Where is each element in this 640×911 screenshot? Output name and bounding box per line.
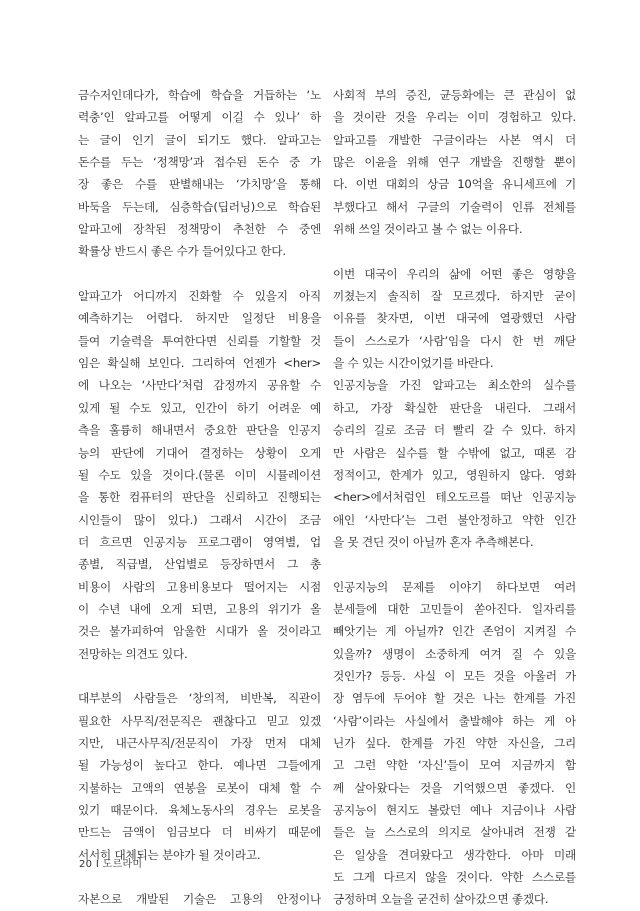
text-line: 도 그게 다르지 않을 것이다. 약한 스스로를	[333, 870, 576, 885]
text-line: 있기 때문이다. 육체노동사의 경우는 로봇을	[78, 803, 321, 817]
text-line: 종별, 직급별, 산업별로 등장하면서 그 총	[78, 557, 321, 572]
text-line: 전망하는 의견도 있다.	[78, 646, 188, 661]
text-line: 이번 대국이 우리의 삶에 어떤 좋은 영향을	[333, 266, 576, 281]
text-line: 알파고에 장착된 정책망이 추천한 수 중엔	[78, 222, 321, 237]
left-paragraph	[78, 84, 321, 263]
text-line: 예측하기는 어렵다. 하지만 일정단 비용을	[78, 311, 321, 326]
text-line: 시인들이 많이 있다.) 그래서 시간이 조금	[78, 512, 321, 527]
right-column	[333, 84, 576, 911]
text-line: 부했다고 해서 구글의 기술력이 인류 전체를	[333, 199, 576, 214]
text-line: 될 수도 있을 것이다.(물론 이미 시뮬레이션	[78, 467, 321, 482]
text-line: 다. 이번 대회의 상금 10억을 유니세프에 기	[333, 177, 576, 192]
text-line: 자본으로 개발된 기술은 고용의 안정이나	[78, 892, 321, 907]
text-line: 공지능이 현지도 볼랐던 예나 지금이나 사람	[333, 803, 576, 817]
text-line: 을 못 견딘 것이 아닐까 혼자 추측해본다.	[333, 534, 534, 549]
text-line: 을 통한 컴퓨터의 판단을 신뢰하고 진행되는	[78, 490, 321, 505]
text-line: 정적이고, 한계가 있고, 영원하지 않다. 영화	[333, 467, 576, 482]
text-line: 더 흐르면 인공지능 프로그램이 영역별, 업	[78, 534, 321, 549]
text-line: 능의 판단에 기대어 결정하는 상황이 오게	[78, 445, 321, 460]
text-line: 있게 될 수도 있고, 인간이 하기 어려운 예	[78, 400, 321, 415]
text-line: 금수저인데다가, 학습에 학습을 거듭하는 ‘노	[78, 88, 321, 102]
text-line: 알파고가 어디까지 진화할 수 있을지 아직	[78, 289, 321, 304]
text-line: 많은 이윤을 위해 연구 개발을 진행할 뿐이	[333, 155, 576, 170]
text-line: 것은 불가피하여 암울한 시대가 올 것이라고	[78, 624, 321, 639]
text-line: 임은 확실해 보인다. 그리하여 언젠가 <her>	[78, 356, 321, 371]
text-line: 이 수년 내에 오게 되면, 고용의 위기가 올	[78, 601, 321, 616]
right-paragraph	[333, 84, 576, 240]
text-line: 빼앗기는 게 아닐까? 인간 존엄이 지켜질 수	[333, 624, 576, 639]
page-number: 20	[79, 859, 93, 870]
text-line: 는 글이 인기 글이 되기도 했다. 알파고는	[78, 132, 321, 147]
left-column	[78, 84, 321, 911]
text-line: 장 좋은 수를 판별해내는 ‘가치망’을 통해	[78, 177, 321, 192]
text-line: 바둑을 두는데, 심층학습(딥러닝)으로 학습된	[78, 199, 321, 214]
text-line: 을 수 있는 시간이었기를 바란다.	[333, 356, 494, 371]
text-line: 애인 ‘사만다’는 그런 불안정하고 약한 인간	[333, 512, 576, 527]
right-paragraph	[333, 576, 576, 911]
text-line: 만드는 금액이 임금보다 더 비싸기 때문에	[78, 825, 321, 840]
text-line: 될 가능성이 높다고 한다. 예나면 그들에게	[78, 758, 321, 773]
paragraph-gap	[333, 553, 576, 575]
text-line: 필요한 사무직/전문직은 괜찮다고 믿고 있겠	[78, 713, 321, 728]
section-name: 도르라미	[102, 859, 143, 870]
left-paragraph	[78, 888, 321, 910]
text-line: 긍정하며 오늘을 굳건히 살아갔으면 좋겠다.	[333, 892, 549, 907]
paragraph-gap	[78, 665, 321, 687]
text-line: 에 나오는 ‘사만다’처럼 감정까지 공유할 수	[78, 378, 321, 393]
text-line: 사회적 부의 증진, 균등화에는 큰 관심이 없	[333, 88, 576, 102]
text-line: 장 염두에 두어야 할 것은 나는 한계를 가진	[333, 691, 576, 706]
right-paragraph	[333, 263, 576, 375]
right-paragraph	[333, 374, 576, 553]
text-line: 들여 기술력을 투여한다면 신뢰를 기할할 것	[78, 333, 321, 348]
text-line: 을 것이란 것을 우리는 이미 경험하고 있다.	[333, 110, 576, 125]
text-line: 알파고를 개발한 구글이라는 사본 역시 더	[333, 132, 576, 147]
footer-separator: I	[95, 859, 100, 870]
text-line: 분세들에 대한 고민들이 쏟아진다. 일자리를	[333, 601, 576, 616]
paragraph-gap	[333, 240, 576, 262]
text-line: 끼쳤는지 솔직히 잘 모르겠다. 하지만 굳이	[333, 289, 576, 304]
text-line: 서서히 대체되는 분야가 될 것이라고.	[78, 847, 261, 862]
text-line: 이유를 찾자면, 이번 대국에 열광했던 사람	[333, 311, 576, 326]
text-line: 대부분의 사람들은 ‘창의적, 비반복, 직관이	[78, 691, 321, 706]
text-line: 돈수를 두는 ‘정책망’과 접수된 돈수 중 가	[78, 155, 321, 170]
text-line: 력충’인 알파고를 어떻게 이길 수 있나’ 하	[78, 110, 321, 125]
text-line: 것인가? 등등. 사실 이 모든 것을 아울러 가	[333, 668, 576, 683]
text-line: ‘사람’이라는 사실에서 출발해야 하는 게 아	[333, 713, 576, 728]
text-line: 인공지능의 문제를 이야기 하다보면 여러	[333, 579, 576, 594]
text-line: 지만, 내근사무직/전문직이 가장 먼저 대체	[78, 735, 321, 750]
text-line: 하고, 가장 확실한 판단을 내린다. 그래서	[333, 400, 576, 415]
text-line: 닌가 싶다. 한계를 가진 약한 자신을, 그리	[333, 735, 576, 750]
text-line: 위해 쓰일 것이라고 볼 수 없는 이유다.	[333, 222, 523, 237]
text-line: 확률상 반드시 좋은 수가 들어있다고 한다.	[78, 244, 286, 259]
page-footer	[79, 855, 142, 870]
paragraph-gap	[78, 263, 321, 285]
text-line: 있을까? 생명이 소중하게 여겨 질 수 있을	[333, 646, 576, 661]
text-line: 들이 스스로가 ‘사람’임을 다시 한 번 깨닫	[333, 333, 576, 348]
text-line: 지불하는 고액의 연봉을 로봇이 대체 할 수	[78, 780, 321, 795]
text-line: 은 일상을 견뎌왔다고 생각한다. 아마 미래	[333, 847, 576, 862]
text-line: 들은 늘 스스로의 의지로 살아내려 전쟁 같	[333, 825, 576, 840]
left-paragraph	[78, 285, 321, 665]
text-line: 비용이 사람의 고용비용보다 떨어지는 시점	[78, 579, 321, 594]
text-line: 측을 훌륭히 해내면서 중요한 판단을 인공지	[78, 423, 321, 438]
text-line: 인공지능을 가진 알파고는 최소한의 실수를	[333, 378, 576, 393]
text-line: 만 사람은 실수를 할 수밖에 없고, 때론 감	[333, 445, 576, 460]
left-paragraph	[78, 687, 321, 866]
text-line: 고 그런 약한 ‘자신’들이 모여 지금까지 함	[333, 758, 576, 773]
text-line: 께 살아왔다는 것을 기억했으면 좋겠다. 인	[333, 780, 576, 795]
text-line: 승리의 길로 조금 더 빨리 갈 수 있다. 하지	[333, 423, 576, 438]
text-line: <her>에서처럼인 테오도르를 떠난 인공지능	[333, 490, 576, 505]
